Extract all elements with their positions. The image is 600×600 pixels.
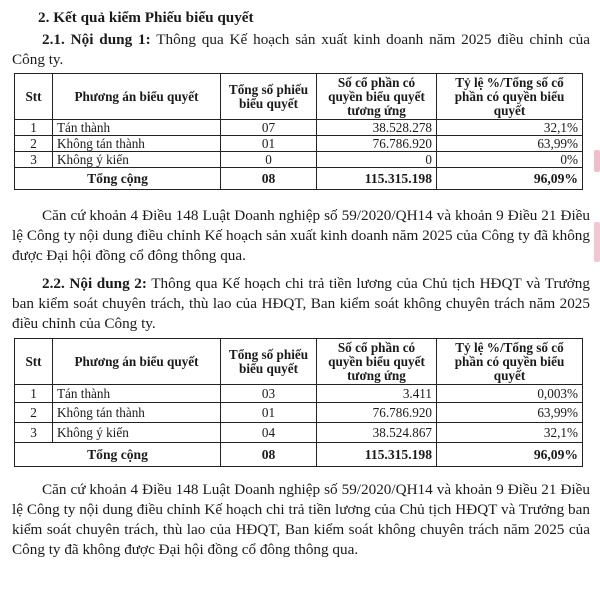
header-stt: Stt — [15, 339, 53, 385]
vote-table-2 — [14, 338, 583, 467]
header-shares: Số cổ phần có quyền biểu quyết tương ứng — [317, 339, 437, 385]
cell-ratio: 32,1% — [437, 120, 583, 136]
total-ratio: 96,09% — [437, 443, 583, 467]
table-total-row — [15, 443, 583, 467]
header-votes: Tổng số phiếu biểu quyết — [221, 339, 317, 385]
cell-stt: 1 — [15, 120, 53, 136]
cell-stt: 3 — [15, 152, 53, 168]
cell-shares: 76.786.920 — [317, 403, 437, 423]
header-option: Phương án biểu quyết — [53, 74, 221, 120]
cell-ratio: 63,99% — [437, 136, 583, 152]
cell-stt: 2 — [15, 403, 53, 423]
content2-label: 2.2. Nội dung 2: — [42, 275, 147, 292]
cell-option: Không ý kiến — [53, 152, 221, 168]
vote-table-1 — [14, 73, 583, 190]
margin-mark — [594, 222, 600, 262]
cell-stt: 3 — [15, 423, 53, 443]
header-shares: Số cổ phần có quyền biểu quyết tương ứng — [317, 74, 437, 120]
table-header-row — [15, 339, 583, 385]
cell-votes: 01 — [221, 403, 317, 423]
margin-mark — [594, 150, 600, 172]
cell-shares: 3.411 — [317, 385, 437, 403]
cell-shares: 38.528.278 — [317, 120, 437, 136]
content1-label: 2.1. Nội dung 1: — [42, 31, 151, 48]
table-row — [15, 403, 583, 423]
cell-option: Không ý kiến — [53, 423, 221, 443]
content2-heading — [12, 274, 590, 334]
table-row — [15, 385, 583, 403]
header-ratio: Tỷ lệ %/Tổng số cổ phần có quyền biểu quyết — [437, 74, 583, 120]
total-ratio: 96,09% — [437, 168, 583, 190]
cell-votes: 07 — [221, 120, 317, 136]
content1-conclusion: Căn cứ khoản 4 Điều 148 Luật Doanh nghiệp số 59/2020/QH14 và khoản 9 Điều 21 Điều lệ Công ty nội dung điều chỉnh Kế hoạch sản xuất kinh doanh năm 2025 của Công ty đã không được Đại hội đồng cổ đông thông qua. — [12, 207, 590, 264]
total-votes: 08 — [221, 443, 317, 467]
cell-ratio: 63,99% — [437, 403, 583, 423]
cell-votes: 03 — [221, 385, 317, 403]
section-title: 2. Kết quả kiểm Phiếu biểu quyết — [38, 9, 254, 26]
content2-conclusion: Căn cứ khoản 4 Điều 148 Luật Doanh nghiệp số 59/2020/QH14 và khoản 9 Điều 21 Điều lệ Công ty nội dung điều chỉnh Kế hoạch chi trả tiền lương của Chủ tịch HĐQT và Trưởng ban kiểm soát chuyên trách, thù lao của HĐQT, Ban kiểm soát không chuyên trách năm 2025 của Công ty đã không được Đại hội đồng cổ đông thông qua. — [12, 481, 590, 558]
cell-option: Tán thành — [53, 120, 221, 136]
cell-shares: 38.524.867 — [317, 423, 437, 443]
table-total-row — [15, 168, 583, 190]
cell-votes: 04 — [221, 423, 317, 443]
header-votes: Tổng số phiếu biểu quyết — [221, 74, 317, 120]
cell-option: Tán thành — [53, 385, 221, 403]
total-shares: 115.315.198 — [317, 443, 437, 467]
total-votes: 08 — [221, 168, 317, 190]
content1-heading — [12, 30, 590, 70]
content2-text: Thông qua Kế hoạch chi trả tiền lương của Chủ tịch HĐQT và Trưởng ban kiểm soát chuyên trách, thù lao của HĐQT, Ban kiểm soát không chuyên trách năm 2025 điều chỉnh của Công ty. — [12, 275, 590, 332]
cell-ratio: 0% — [437, 152, 583, 168]
cell-option: Không tán thành — [53, 136, 221, 152]
table-header-row — [15, 74, 583, 120]
cell-stt: 2 — [15, 136, 53, 152]
cell-ratio: 32,1% — [437, 423, 583, 443]
total-shares: 115.315.198 — [317, 168, 437, 190]
content1-text: Thông qua Kế hoạch sản xuất kinh doanh năm 2025 điều chỉnh của Công ty. — [12, 31, 590, 68]
cell-votes: 01 — [221, 136, 317, 152]
cell-votes: 0 — [221, 152, 317, 168]
cell-ratio: 0,003% — [437, 385, 583, 403]
total-label: Tổng cộng — [15, 443, 221, 467]
cell-option: Không tán thành — [53, 403, 221, 423]
header-stt: Stt — [15, 74, 53, 120]
cell-shares: 0 — [317, 152, 437, 168]
cell-stt: 1 — [15, 385, 53, 403]
table-row — [15, 423, 583, 443]
table-row — [15, 136, 583, 152]
cell-shares: 76.786.920 — [317, 136, 437, 152]
header-ratio: Tỷ lệ %/Tổng số cổ phần có quyền biểu quyết — [437, 339, 583, 385]
header-option: Phương án biểu quyết — [53, 339, 221, 385]
table-row — [15, 120, 583, 136]
table-row — [15, 152, 583, 168]
total-label: Tổng cộng — [15, 168, 221, 190]
